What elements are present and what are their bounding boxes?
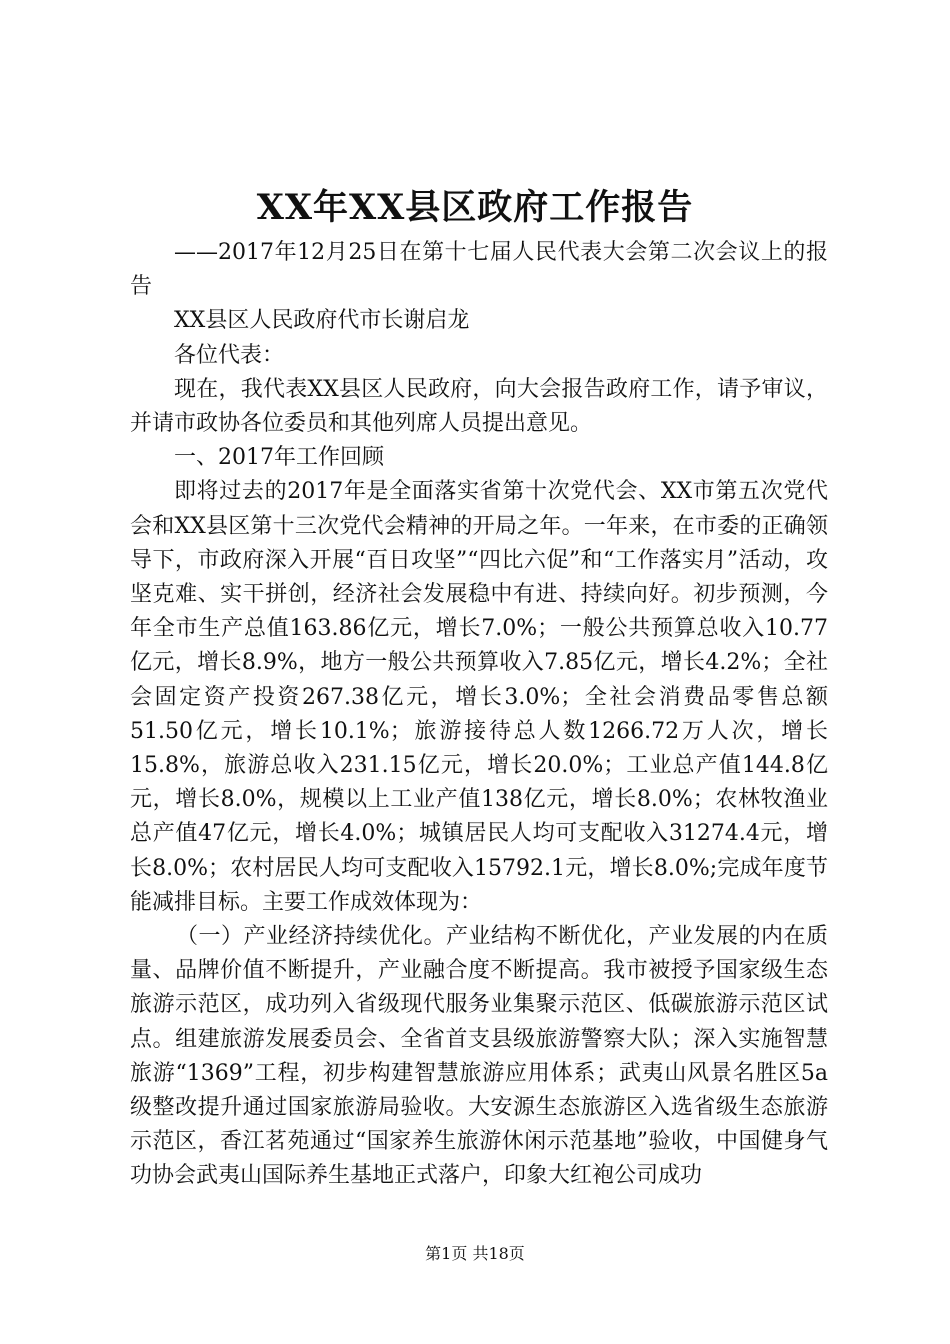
page-number-footer: 第1页 共18页 — [425, 1244, 525, 1263]
subtitle-paragraph: ——2017年12月25日在第十七届人民代表大会第二次会议上的报告 — [130, 240, 828, 300]
document-body — [130, 236, 828, 1194]
author-line: XX县区人民政府代市长谢启龙 — [174, 308, 470, 334]
review-paragraph: 即将过去的2017年是全面落实省第十次党代会、XX市第五次党代会和XX县区第十三次党代会精神的开局之年。一年来，在市委的正确领导下，市政府深入开展“百日攻坚”“四比六促”和“工作落实月”活动，攻坚克难、实干拼创，经济社会发展稳中有进、持续向好。初步预测，今年全市生产总值163.86亿元，增长7.0%；一般公共预算总收入10.77亿元，增长8.9%，地方一般公共预算收入7.85亿元，增长4.2%；全社会固定资产投资267.38亿元，增长3.0%；全社会消费品零售总额51.50亿元，增长10.1%；旅游接待总人数1266.72万人次，增长15.8%，旅游总收入231.15亿元，增长20.0%；工业总产值144.8亿元，增长8.0%，规模以上工业产值138亿元，增长8.0%；农林牧渔业总产值47亿元，增长4.0%；城镇居民人均可支配收入31274.4元，增长8.0%；农村居民人均可支配收入15792.1元，增长8.0%;完成年度节能减排目标。主要工作成效体现为： — [130, 479, 828, 915]
salutation: 各位代表： — [174, 342, 285, 368]
document-title: XX年XX县区政府工作报告 — [256, 187, 694, 228]
intro-paragraph: 现在，我代表XX县区人民政府，向大会报告政府工作，请予审议，并请市政协各位委员和其他列席人员提出意见。 — [130, 376, 828, 437]
industry-paragraph: （一）产业经济持续优化。产业结构不断优化，产业发展的内在质量、品牌价值不断提升，产业融合度不断提高。我市被授予国家级生态旅游示范区，成功列入省级现代服务业集聚示范区、低碳旅游示范区试点。组建旅游发展委员会、全省首支县级旅游警察大队；深入实施智慧旅游“1369”工程，初步构建智慧旅游应用体系；武夷山风景名胜区5a级整改提升通过国家旅游局验收。大安源生态旅游区入选省级生态旅游示范区，香江茗苑通过“国家养生旅游休闲示范基地”验收，中国健身气功协会武夷山国际养生基地正式落户，印象大红袍公司成功 — [130, 924, 828, 1189]
section-heading: 一、2017年工作回顾 — [174, 445, 384, 471]
